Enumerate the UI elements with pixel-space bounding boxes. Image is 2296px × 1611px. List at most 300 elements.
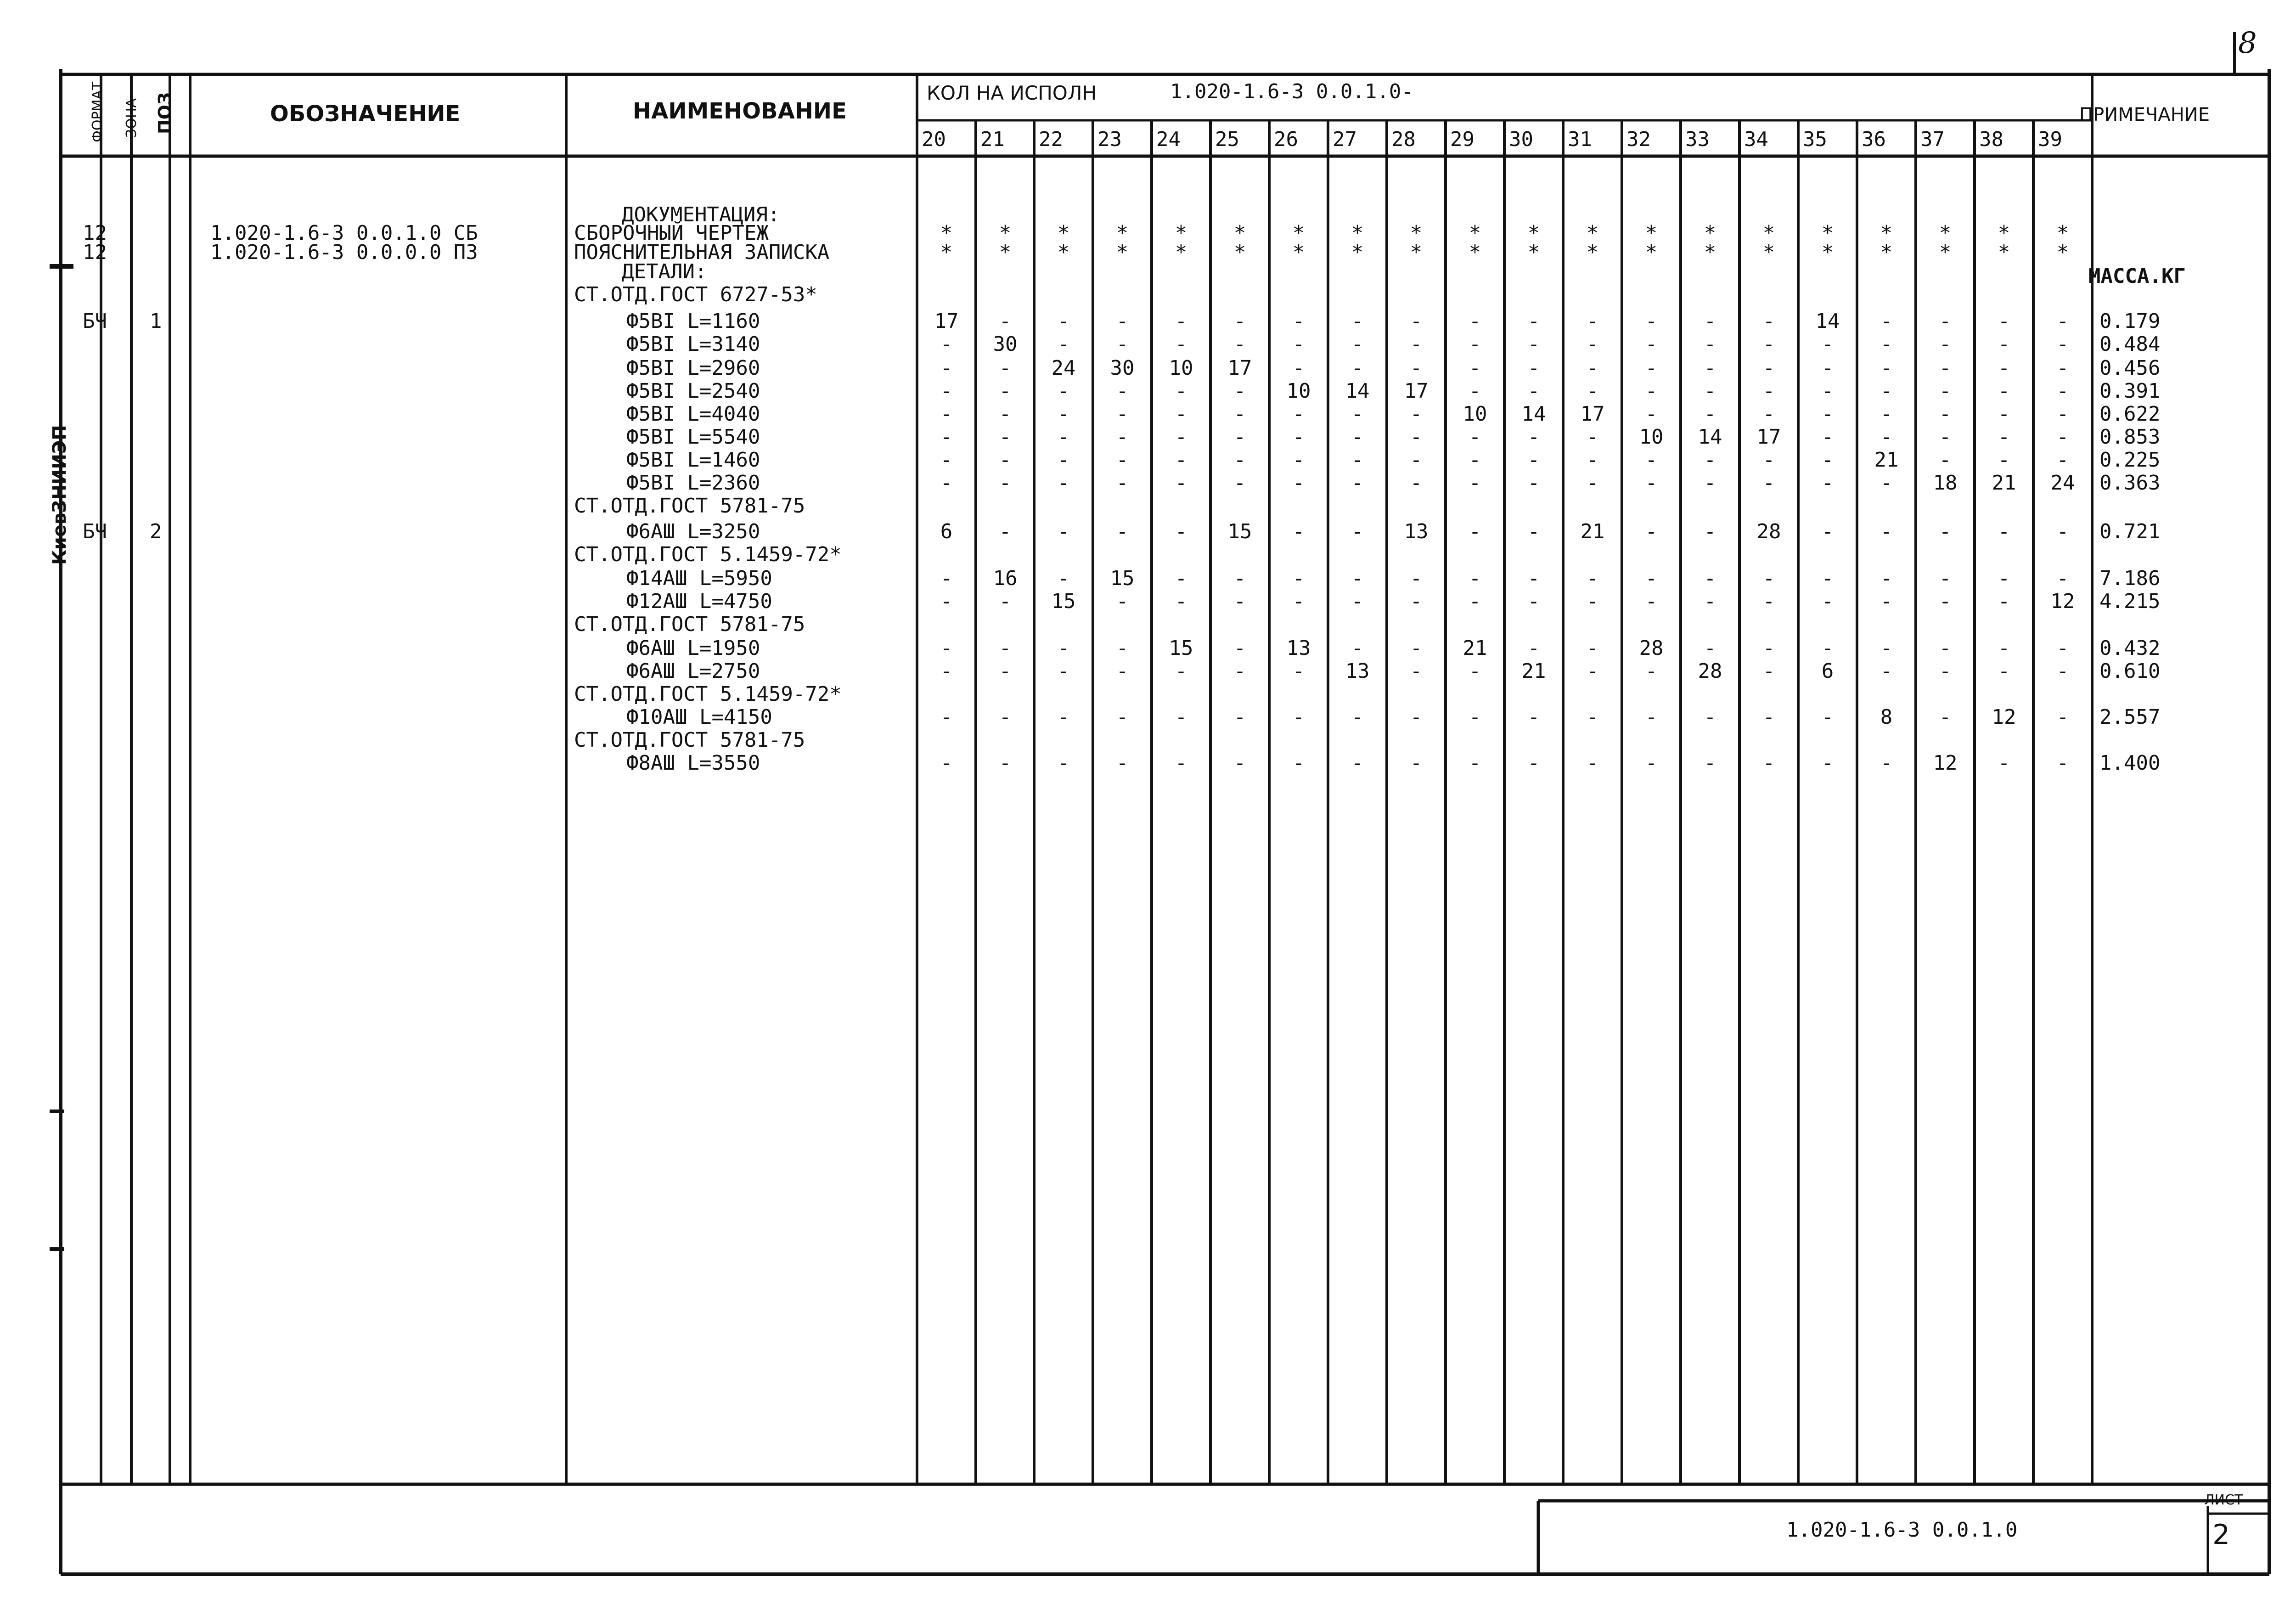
quantity-cell: * xyxy=(1821,241,1834,264)
quantity-cell: 21 xyxy=(1521,659,1546,683)
quantity-cell: - xyxy=(1998,356,2010,380)
row-name: СБОРОЧНЫЙ ЧЕРТЕЖ xyxy=(574,221,769,245)
quantity-cell: * xyxy=(1939,221,1952,245)
quantity-cell: - xyxy=(1469,751,1481,775)
quantity-cell: - xyxy=(999,425,1012,449)
quantity-cell: * xyxy=(1057,241,1070,264)
quantity-cell: * xyxy=(1116,241,1129,264)
row-mass: 0.456 xyxy=(2099,356,2161,380)
quantity-cell: - xyxy=(1762,567,1775,590)
quantity-cell: * xyxy=(940,241,953,264)
quantity-cell: - xyxy=(1233,402,1246,426)
quantity-cell: - xyxy=(1645,471,1658,495)
quantity-cell: * xyxy=(1880,221,1893,245)
quantity-cell: - xyxy=(999,659,1012,683)
quantity-cell: - xyxy=(1057,448,1070,472)
quantity-cell: - xyxy=(1821,637,1834,660)
quantity-cell: - xyxy=(1998,425,2010,449)
quantity-cell: 14 xyxy=(1521,402,1546,426)
quantity-cell: * xyxy=(1469,241,1481,264)
quantity-cell: - xyxy=(1939,705,1952,729)
quantity-cell: - xyxy=(1527,751,1540,775)
quantity-cell: - xyxy=(1998,310,2010,333)
variant-header-27: 27 xyxy=(1333,128,1357,151)
quantity-cell: - xyxy=(1351,448,1364,472)
quantity-cell: - xyxy=(2056,332,2069,356)
quantity-cell: - xyxy=(1057,310,1070,333)
quantity-cell: - xyxy=(1762,332,1775,356)
quantity-cell: - xyxy=(1704,356,1716,380)
quantity-cell: - xyxy=(1762,379,1775,403)
quantity-cell: - xyxy=(1586,751,1599,775)
quantity-cell: - xyxy=(940,471,953,495)
quantity-cell: - xyxy=(1645,332,1658,356)
quantity-cell: 17 xyxy=(1580,402,1605,426)
quantity-cell: - xyxy=(940,659,953,683)
quantity-cell: - xyxy=(1410,751,1423,775)
quantity-cell: - xyxy=(999,520,1012,543)
quantity-cell: - xyxy=(1175,448,1187,472)
quantity-cell: - xyxy=(1351,705,1364,729)
quantity-cell: - xyxy=(1410,356,1423,380)
row-name: Ф12АШ L=4750 xyxy=(626,590,772,613)
quantity-cell: - xyxy=(1351,356,1364,380)
quantity-cell: - xyxy=(1645,448,1658,472)
variant-header-21: 21 xyxy=(980,128,1005,151)
quantity-cell: - xyxy=(1116,590,1129,613)
quantity-cell: - xyxy=(1645,356,1658,380)
quantity-cell: - xyxy=(1527,425,1540,449)
quantity-cell: - xyxy=(1233,637,1246,660)
quantity-cell: - xyxy=(1939,402,1952,426)
quantity-cell: - xyxy=(2056,520,2069,543)
quantity-cell: * xyxy=(1762,241,1775,264)
quantity-cell: - xyxy=(1116,520,1129,543)
quantity-cell: - xyxy=(1351,567,1364,590)
quantity-cell: * xyxy=(2056,221,2069,245)
quantity-cell: - xyxy=(1469,590,1481,613)
row-name: Ф5ВI L=2360 xyxy=(626,471,760,495)
quantity-cell: - xyxy=(1645,402,1658,426)
quantity-cell: - xyxy=(1998,332,2010,356)
quantity-cell: 13 xyxy=(1404,520,1429,543)
quantity-cell: 6 xyxy=(940,520,953,543)
row-name: Ф14АШ L=5950 xyxy=(626,567,772,590)
quantity-cell: - xyxy=(1527,448,1540,472)
quantity-cell: - xyxy=(1704,379,1716,403)
quantity-cell: - xyxy=(1586,705,1599,729)
quantity-cell: - xyxy=(1233,567,1246,590)
quantity-cell: - xyxy=(1527,637,1540,660)
quantity-cell: - xyxy=(1998,590,2010,613)
quantity-cell: - xyxy=(1939,448,1952,472)
quantity-cell: - xyxy=(1292,520,1305,543)
page-number-corner: 8 xyxy=(2238,26,2257,60)
quantity-cell: - xyxy=(999,379,1012,403)
quantity-cell: - xyxy=(1645,379,1658,403)
quantity-cell: - xyxy=(1116,402,1129,426)
quantity-cell: - xyxy=(1762,471,1775,495)
row-name: Ф6АШ L=2750 xyxy=(626,659,760,683)
quantity-cell: - xyxy=(940,637,953,660)
quantity-cell: - xyxy=(1586,471,1599,495)
row-mass: 1.400 xyxy=(2099,751,2161,775)
quantity-cell: 13 xyxy=(1345,659,1370,683)
quantity-cell: - xyxy=(1175,379,1187,403)
quantity-cell: - xyxy=(1292,356,1305,380)
quantity-cell: * xyxy=(999,241,1012,264)
quantity-cell: - xyxy=(1116,425,1129,449)
quantity-cell: * xyxy=(1469,221,1481,245)
quantity-cell: * xyxy=(1233,241,1246,264)
quantity-cell: * xyxy=(1586,221,1599,245)
quantity-cell: - xyxy=(1527,705,1540,729)
quantity-cell: - xyxy=(1292,751,1305,775)
quantity-cell: - xyxy=(2056,567,2069,590)
row-mass: 0.391 xyxy=(2099,379,2161,403)
header-qty-label: КОЛ НА ИСПОЛН xyxy=(927,82,1097,104)
quantity-cell: - xyxy=(1821,379,1834,403)
quantity-cell: - xyxy=(1762,705,1775,729)
row-name: СТ.ОТД.ГОСТ 5781-75 xyxy=(574,613,805,636)
quantity-cell: - xyxy=(1527,520,1540,543)
quantity-cell: - xyxy=(1704,520,1716,543)
quantity-cell: - xyxy=(1645,590,1658,613)
quantity-cell: - xyxy=(2056,659,2069,683)
quantity-cell: - xyxy=(1586,356,1599,380)
quantity-cell: - xyxy=(1410,448,1423,472)
row-name: Ф5ВI L=1160 xyxy=(626,310,760,333)
quantity-cell: - xyxy=(1469,310,1481,333)
quantity-cell: 10 xyxy=(1169,356,1193,380)
quantity-cell: - xyxy=(1175,425,1187,449)
quantity-cell: - xyxy=(1469,425,1481,449)
row-mass: 4.215 xyxy=(2099,590,2161,613)
quantity-cell: - xyxy=(940,751,953,775)
quantity-cell: - xyxy=(1527,567,1540,590)
row-name: Ф5ВI L=4040 xyxy=(626,402,760,426)
quantity-cell: * xyxy=(1527,241,1540,264)
quantity-cell: 24 xyxy=(1051,356,1076,380)
quantity-cell: - xyxy=(2056,379,2069,403)
quantity-cell: - xyxy=(1469,705,1481,729)
quantity-cell: - xyxy=(1586,659,1599,683)
quantity-cell: * xyxy=(940,221,953,245)
quantity-cell: - xyxy=(999,590,1012,613)
quantity-cell: - xyxy=(1762,659,1775,683)
quantity-cell: - xyxy=(1880,425,1893,449)
quantity-cell: - xyxy=(999,448,1012,472)
row-name: СТ.ОТД.ГОСТ 5781-75 xyxy=(574,728,805,752)
quantity-cell: 30 xyxy=(993,332,1018,356)
quantity-cell: - xyxy=(1410,310,1423,333)
quantity-cell: - xyxy=(1351,637,1364,660)
quantity-cell: - xyxy=(1704,637,1716,660)
variant-header-23: 23 xyxy=(1097,128,1122,151)
quantity-cell: - xyxy=(1998,659,2010,683)
quantity-cell: 17 xyxy=(1227,356,1252,380)
quantity-cell: 21 xyxy=(1463,637,1487,660)
quantity-cell: 14 xyxy=(1698,425,1722,449)
quantity-cell: - xyxy=(1351,425,1364,449)
quantity-cell: - xyxy=(1939,659,1952,683)
quantity-cell: - xyxy=(1292,402,1305,426)
quantity-cell: - xyxy=(940,567,953,590)
quantity-cell: - xyxy=(1586,567,1599,590)
quantity-cell: 21 xyxy=(1874,448,1899,472)
quantity-cell: - xyxy=(1175,520,1187,543)
quantity-cell: - xyxy=(1704,567,1716,590)
quantity-cell: - xyxy=(1645,310,1658,333)
quantity-cell: - xyxy=(2056,448,2069,472)
quantity-cell: - xyxy=(1586,637,1599,660)
quantity-cell: - xyxy=(1116,332,1129,356)
quantity-cell: - xyxy=(1116,637,1129,660)
quantity-cell: - xyxy=(1410,332,1423,356)
variant-header-29: 29 xyxy=(1450,128,1474,151)
quantity-cell: - xyxy=(999,471,1012,495)
variant-header-34: 34 xyxy=(1744,128,1768,151)
quantity-cell: - xyxy=(1410,425,1423,449)
quantity-cell: 10 xyxy=(1286,379,1311,403)
quantity-cell: - xyxy=(1645,659,1658,683)
quantity-cell: - xyxy=(1880,310,1893,333)
quantity-cell: - xyxy=(1116,471,1129,495)
quantity-cell: - xyxy=(1880,567,1893,590)
row-mass: 0.610 xyxy=(2099,659,2161,683)
quantity-cell: - xyxy=(1527,379,1540,403)
quantity-cell: - xyxy=(1057,520,1070,543)
quantity-cell: - xyxy=(1762,637,1775,660)
quantity-cell: * xyxy=(999,221,1012,245)
row-mass: 0.179 xyxy=(2099,310,2161,333)
quantity-cell: - xyxy=(1821,520,1834,543)
header-designation: ОБОЗНАЧЕНИЕ xyxy=(270,101,461,127)
row-position: 2 xyxy=(150,520,162,543)
row-mass: 0.622 xyxy=(2099,402,2161,426)
quantity-cell: - xyxy=(1586,379,1599,403)
quantity-cell: 28 xyxy=(1698,659,1722,683)
quantity-cell: 17 xyxy=(1404,379,1429,403)
quantity-cell: - xyxy=(1233,448,1246,472)
quantity-cell: - xyxy=(1762,356,1775,380)
quantity-cell: - xyxy=(2056,356,2069,380)
row-mass: 0.721 xyxy=(2099,520,2161,543)
quantity-cell: - xyxy=(940,379,953,403)
quantity-cell: - xyxy=(1057,332,1070,356)
quantity-cell: - xyxy=(1880,471,1893,495)
row-designation: 1.020-1.6-3 0.0.0.0 ПЗ xyxy=(210,241,478,264)
row-mass: 2.557 xyxy=(2099,705,2161,729)
quantity-cell: - xyxy=(1821,425,1834,449)
variant-header-31: 31 xyxy=(1568,128,1592,151)
quantity-cell: - xyxy=(1410,402,1423,426)
quantity-cell: - xyxy=(1762,448,1775,472)
quantity-cell: - xyxy=(1645,520,1658,543)
quantity-cell: - xyxy=(1586,332,1599,356)
row-name: Ф6АШ L=3250 xyxy=(626,520,760,543)
quantity-cell: - xyxy=(1527,471,1540,495)
quantity-cell: - xyxy=(1233,659,1246,683)
quantity-cell: * xyxy=(1116,221,1129,245)
quantity-cell: * xyxy=(1645,241,1658,264)
quantity-cell: - xyxy=(1821,567,1834,590)
quantity-cell: * xyxy=(1762,221,1775,245)
quantity-cell: - xyxy=(2056,310,2069,333)
quantity-cell: - xyxy=(1939,310,1952,333)
row-name: СТ.ОТД.ГОСТ 6727-53* xyxy=(574,283,817,306)
quantity-cell: - xyxy=(1939,379,1952,403)
mass-label: МАССА.КГ xyxy=(2088,265,2186,288)
row-format: БЧ xyxy=(83,310,107,333)
quantity-cell: - xyxy=(1527,332,1540,356)
quantity-cell: - xyxy=(999,310,1012,333)
quantity-cell: - xyxy=(1351,402,1364,426)
quantity-cell: - xyxy=(1469,659,1481,683)
quantity-cell: 6 xyxy=(1821,659,1834,683)
header-zone: ЗОНА xyxy=(124,98,140,138)
variant-header-24: 24 xyxy=(1156,128,1181,151)
row-name: ДЕТАЛИ: xyxy=(622,260,707,283)
row-name: СТ.ОТД.ГОСТ 5.1459-72* xyxy=(574,682,842,706)
quantity-cell: - xyxy=(1116,310,1129,333)
quantity-cell: 12 xyxy=(1933,751,1958,775)
quantity-cell: - xyxy=(1645,567,1658,590)
variant-header-38: 38 xyxy=(1979,128,2003,151)
variant-header-20: 20 xyxy=(922,128,946,151)
quantity-cell: - xyxy=(999,705,1012,729)
quantity-cell: 14 xyxy=(1345,379,1370,403)
row-name: Ф5ВI L=5540 xyxy=(626,425,760,449)
quantity-cell: 17 xyxy=(1756,425,1781,449)
quantity-cell: - xyxy=(1233,310,1246,333)
quantity-cell: - xyxy=(1880,751,1893,775)
quantity-cell: * xyxy=(1704,241,1716,264)
quantity-cell: - xyxy=(1292,659,1305,683)
quantity-cell: - xyxy=(1175,705,1187,729)
quantity-cell: 28 xyxy=(1639,637,1664,660)
header-format: ФОРМАТ xyxy=(90,81,106,142)
quantity-cell: - xyxy=(1057,751,1070,775)
quantity-cell: - xyxy=(1704,332,1716,356)
header-name: НАИМЕНОВАНИЕ xyxy=(633,98,847,124)
quantity-cell: - xyxy=(1880,637,1893,660)
quantity-cell: - xyxy=(1821,751,1834,775)
quantity-cell: * xyxy=(1998,221,2010,245)
quantity-cell: * xyxy=(1704,221,1716,245)
quantity-cell: - xyxy=(1586,425,1599,449)
variant-header-28: 28 xyxy=(1391,128,1416,151)
quantity-cell: - xyxy=(1116,448,1129,472)
quantity-cell: - xyxy=(1939,567,1952,590)
quantity-cell: - xyxy=(1292,590,1305,613)
quantity-cell: - xyxy=(2056,425,2069,449)
quantity-cell: * xyxy=(1645,221,1658,245)
quantity-cell: - xyxy=(1292,705,1305,729)
row-designation: 1.020-1.6-3 0.0.1.0 СБ xyxy=(210,221,478,245)
row-position: 1 xyxy=(150,310,162,333)
quantity-cell: - xyxy=(1175,332,1187,356)
row-mass: 0.853 xyxy=(2099,425,2161,449)
quantity-cell: - xyxy=(1233,425,1246,449)
quantity-cell: - xyxy=(1351,332,1364,356)
row-name: Ф5ВI L=2960 xyxy=(626,356,760,380)
row-mass: 0.225 xyxy=(2099,448,2161,472)
quantity-cell: - xyxy=(1410,471,1423,495)
variant-header-36: 36 xyxy=(1862,128,1886,151)
quantity-cell: - xyxy=(1410,705,1423,729)
quantity-cell: * xyxy=(1175,221,1187,245)
side-stamp: КиевЗНИИЭП xyxy=(49,425,70,565)
quantity-cell: 8 xyxy=(1880,705,1893,729)
variant-header-39: 39 xyxy=(2038,128,2062,151)
quantity-cell: - xyxy=(940,332,953,356)
quantity-cell: - xyxy=(1057,425,1070,449)
quantity-cell: - xyxy=(1292,310,1305,333)
quantity-cell: - xyxy=(1880,356,1893,380)
row-name: Ф8АШ L=3550 xyxy=(626,751,760,775)
quantity-cell: - xyxy=(1469,448,1481,472)
quantity-cell: - xyxy=(1880,402,1893,426)
quantity-cell: - xyxy=(940,590,953,613)
quantity-cell: - xyxy=(1880,379,1893,403)
quantity-cell: 15 xyxy=(1110,567,1135,590)
row-format: 12 xyxy=(83,241,107,264)
quantity-cell: - xyxy=(1998,751,2010,775)
row-name: СТ.ОТД.ГОСТ 5.1459-72* xyxy=(574,543,842,566)
footer-sheet-number: 2 xyxy=(2212,1519,2230,1551)
quantity-cell: - xyxy=(1821,471,1834,495)
quantity-cell: - xyxy=(1586,590,1599,613)
quantity-cell: - xyxy=(1821,448,1834,472)
variant-header-22: 22 xyxy=(1039,128,1063,151)
row-name: ПОЯСНИТЕЛЬНАЯ ЗАПИСКА xyxy=(574,241,830,264)
quantity-cell: - xyxy=(1998,379,2010,403)
row-name: Ф5ВI L=3140 xyxy=(626,332,760,356)
quantity-cell: * xyxy=(1233,221,1246,245)
quantity-cell: - xyxy=(1821,332,1834,356)
quantity-cell: - xyxy=(2056,402,2069,426)
quantity-cell: - xyxy=(1057,379,1070,403)
quantity-cell: - xyxy=(1410,567,1423,590)
quantity-cell: - xyxy=(2056,637,2069,660)
quantity-cell: 15 xyxy=(1169,637,1193,660)
quantity-cell: * xyxy=(1998,241,2010,264)
quantity-cell: - xyxy=(1880,590,1893,613)
quantity-cell: - xyxy=(1116,659,1129,683)
quantity-cell: * xyxy=(1351,221,1364,245)
quantity-cell: - xyxy=(1057,705,1070,729)
quantity-cell: - xyxy=(940,402,953,426)
row-mass: 7.186 xyxy=(2099,567,2161,590)
row-name: ДОКУМЕНТАЦИЯ: xyxy=(622,203,780,226)
quantity-cell: - xyxy=(1292,332,1305,356)
quantity-cell: 14 xyxy=(1815,310,1840,333)
quantity-cell: 21 xyxy=(1580,520,1605,543)
quantity-cell: 13 xyxy=(1286,637,1311,660)
quantity-cell: - xyxy=(1469,332,1481,356)
quantity-cell: - xyxy=(1998,567,2010,590)
quantity-cell: - xyxy=(1762,751,1775,775)
quantity-cell: - xyxy=(1175,310,1187,333)
quantity-cell: - xyxy=(940,425,953,449)
quantity-cell: - xyxy=(1821,590,1834,613)
quantity-cell: - xyxy=(1233,379,1246,403)
quantity-cell: - xyxy=(940,448,953,472)
quantity-cell: - xyxy=(1175,751,1187,775)
quantity-cell: - xyxy=(1175,590,1187,613)
quantity-cell: - xyxy=(1116,751,1129,775)
